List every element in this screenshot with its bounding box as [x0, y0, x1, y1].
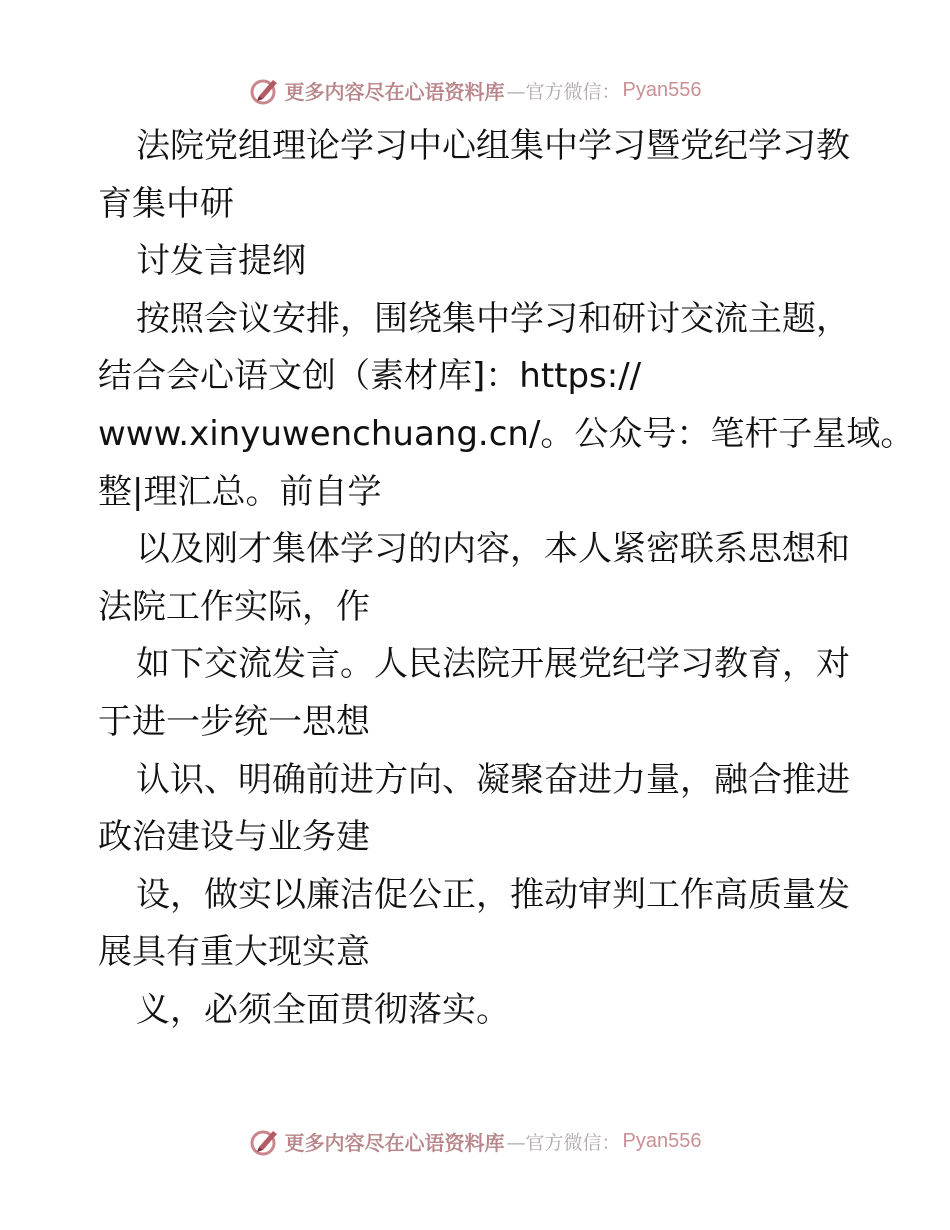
footer-brand-text: 更多内容尽在心语资料库	[284, 1130, 505, 1155]
document-body	[98, 118, 915, 1040]
pen-logo-icon	[249, 1125, 281, 1157]
paragraph-line: 以及刚才集体学习的内容，本人紧密联系思想和	[136, 529, 850, 570]
paragraph-line: 如下交流发言。人民法院开展党纪学习教育，对	[136, 644, 850, 685]
footer-wechat-id: Pyan556	[622, 1129, 702, 1152]
paragraph-line: www.xinyuwenchuang.cn/。公众号：笔杆子星域。	[98, 413, 915, 454]
paragraph-line: 于进一步统一思想	[98, 701, 370, 742]
paragraph-line: 结合会心语文创（素材库]：https://	[98, 356, 642, 397]
paragraph-line: 法院工作实际，作	[98, 586, 370, 627]
paragraph-line: 义，必须全面贯彻落实。	[136, 989, 510, 1030]
title-line-2: 育集中研	[98, 183, 234, 224]
paragraph-line: 展具有重大现实意	[98, 932, 370, 973]
paragraph-line: 认识、明确前进方向、凝聚奋进力量，融合推进	[136, 759, 850, 800]
footer-banner	[0, 1121, 950, 1161]
header-brand-text: 更多内容尽在心语资料库	[284, 79, 505, 104]
title-line-1: 法院党组理论学习中心组集中学习暨党纪学习教	[136, 126, 850, 166]
footer-official-label: —官方微信：	[506, 1131, 621, 1154]
paragraph-line: 按照会议安排，围绕集中学习和研讨交流主题，	[136, 298, 850, 339]
pen-logo-icon	[249, 74, 281, 106]
paragraph-line: 政治建设与业务建	[98, 817, 370, 858]
title-line-3: 讨发言提纲	[136, 241, 306, 282]
paragraph-line: 整|理汇总。前自学	[98, 471, 382, 512]
header-official-label: —官方微信：	[506, 80, 621, 103]
paragraph-line: 设，做实以廉洁促公正，推动审判工作高质量发	[136, 874, 850, 915]
header-wechat-id: Pyan556	[622, 78, 702, 101]
header-banner	[0, 70, 950, 110]
